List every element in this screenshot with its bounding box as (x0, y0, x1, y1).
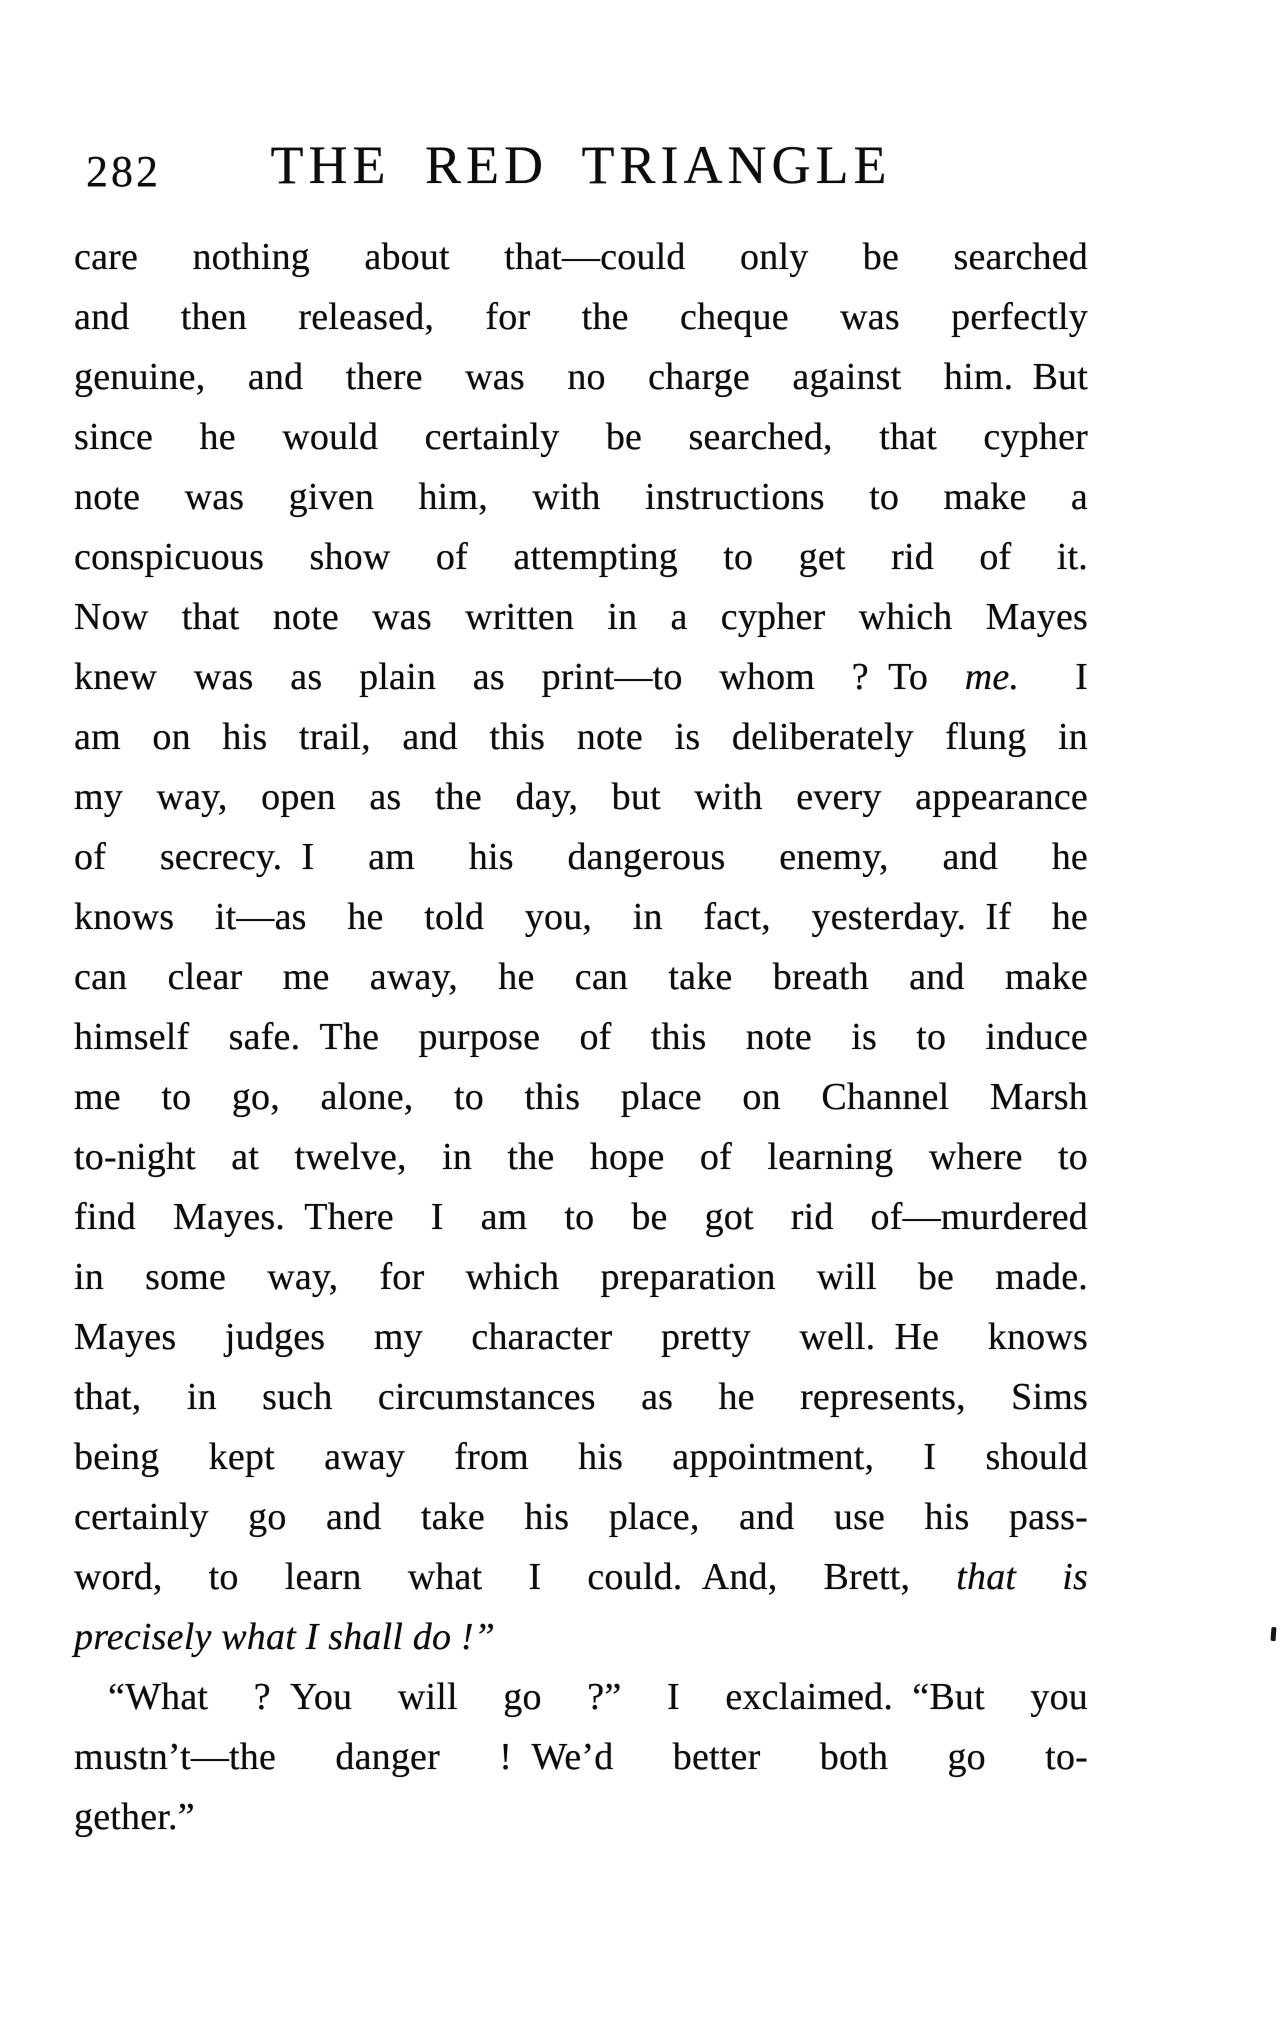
text-line (74, 287, 1088, 347)
italic-text: precisely what I shall do !” (74, 1616, 496, 1658)
text-segment: care nothing about that—could only be searched (74, 236, 1088, 278)
text-line (74, 347, 1088, 407)
text-segment: Mayes judges my character pretty well. He knows (74, 1316, 1088, 1358)
text-line (74, 1427, 1088, 1487)
text-segment: “What ? You will go ?” I exclaimed. “But you (108, 1676, 1088, 1718)
text-segment: genuine, and there was no charge against him. But (74, 356, 1088, 398)
body-text (74, 227, 1088, 1847)
text-line (74, 707, 1088, 767)
paragraph (74, 1667, 1088, 1847)
text-segment: I (1019, 656, 1088, 698)
text-line (74, 647, 1088, 707)
text-line (74, 1607, 1088, 1667)
text-line (74, 1007, 1088, 1067)
text-segment: note was given him, with instructions to make a (74, 476, 1088, 518)
text-line (74, 1247, 1088, 1307)
text-line (74, 587, 1088, 647)
text-segment: Now that note was written in a cypher which Mayes (74, 596, 1088, 638)
text-line (74, 1187, 1088, 1247)
text-line (74, 227, 1088, 287)
text-segment: conspicuous show of attempting to get rid of it. (74, 536, 1088, 578)
text-line (74, 887, 1088, 947)
text-segment: in some way, for which preparation will be made. (74, 1256, 1088, 1298)
text-segment: certainly go and take his place, and use his pass- (74, 1496, 1088, 1538)
text-line (74, 1127, 1088, 1187)
paragraph (74, 227, 1088, 1667)
text-segment: of secrecy. I am his dangerous enemy, and he (74, 836, 1088, 878)
text-segment: gether.” (74, 1796, 195, 1838)
text-segment: word, to learn what I could. And, Brett, (74, 1556, 957, 1598)
text-line (74, 767, 1088, 827)
italic-text: me. (964, 656, 1020, 698)
text-line (74, 407, 1088, 467)
text-segment: to-night at twelve, in the hope of learning where to (74, 1136, 1088, 1178)
text-line (74, 1367, 1088, 1427)
text-line (74, 1667, 1088, 1727)
text-line (74, 1487, 1088, 1547)
page-number: 282 (86, 147, 161, 196)
ink-speck-artifact (1271, 1627, 1277, 1641)
running-title: THE RED TRIANGLE (270, 135, 892, 195)
text-segment: can clear me away, he can take breath and make (74, 956, 1088, 998)
text-line (74, 1067, 1088, 1127)
text-line (74, 1307, 1088, 1367)
text-line (74, 1787, 1088, 1847)
italic-text: that is (956, 1556, 1088, 1598)
text-line (74, 1547, 1088, 1607)
text-line (74, 527, 1088, 587)
text-segment: knew was as plain as print—to whom ? To (74, 656, 965, 698)
text-segment: and then released, for the cheque was perfectly (74, 296, 1088, 338)
text-segment: mustn’t—the danger ! We’d better both go to- (74, 1736, 1088, 1778)
text-segment: being kept away from his appointment, I should (74, 1436, 1088, 1478)
text-segment: find Mayes. There I am to be got rid of—murdered (74, 1196, 1088, 1238)
text-segment: since he would certainly be searched, that cypher (74, 416, 1088, 458)
text-line (74, 947, 1088, 1007)
text-line (74, 827, 1088, 887)
text-segment: himself safe. The purpose of this note is to induce (74, 1016, 1088, 1058)
text-segment: that, in such circumstances as he represents, Sims (74, 1376, 1088, 1418)
text-segment: am on his trail, and this note is deliberately flung in (74, 716, 1088, 758)
text-segment: my way, open as the day, but with every appearance (74, 776, 1088, 818)
text-line (74, 467, 1088, 527)
text-line (74, 1727, 1088, 1787)
text-segment: me to go, alone, to this place on Channel Marsh (74, 1076, 1088, 1118)
text-segment: knows it—as he told you, in fact, yesterday. If he (74, 896, 1088, 938)
